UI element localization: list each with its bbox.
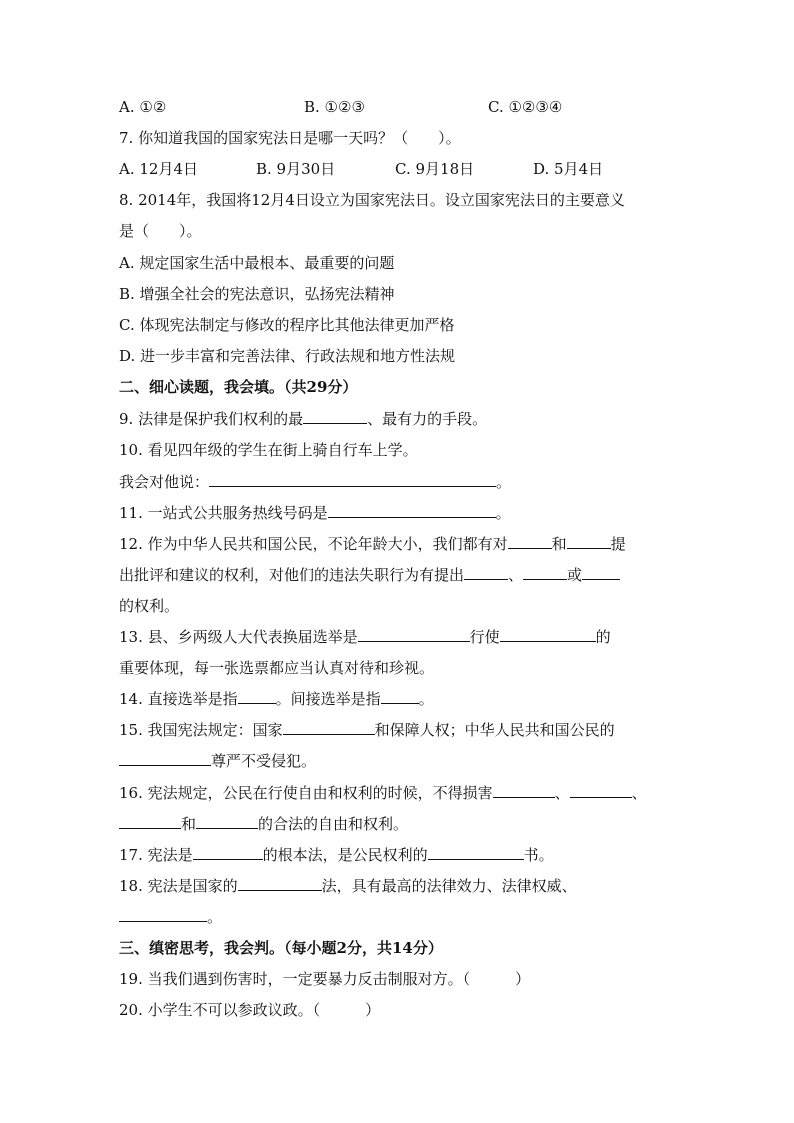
q16-text-a: 16. 宪法规定，公民在行使自由和权利的时候，不得损害 [119, 784, 493, 802]
q13-text-c: 的 [595, 628, 611, 646]
q15-text-c: 尊严不受侵犯。 [211, 752, 317, 770]
q11-blank[interactable] [328, 503, 496, 518]
q18-blank-2[interactable] [119, 907, 207, 922]
q6-option-a: A. ①② [119, 98, 167, 116]
q13-text-b: 行使 [469, 628, 500, 646]
q12-text-e: 、 [508, 566, 524, 584]
q18-blank-1[interactable] [238, 876, 322, 891]
q11-text-a: 11. 一站式公共服务热线号码是 [119, 504, 328, 522]
q17-blank-2[interactable] [428, 845, 524, 860]
q15-text-b: 和保障人权；中华人民共和国公民的 [374, 721, 615, 739]
q7-option-a: A. 12月4日 [119, 160, 198, 178]
q10-blank[interactable] [209, 472, 496, 487]
q16-blank-3[interactable] [119, 814, 181, 829]
q19: 19. 当我们遇到伤害时，一定要暴力反击制服对方。（ ） [119, 970, 531, 988]
q14-blank-1[interactable] [238, 689, 276, 704]
q17 [119, 845, 554, 865]
q16-text-d: 和 [181, 815, 197, 833]
q16-text-b: 、 [554, 784, 570, 802]
q13-blank-1[interactable] [358, 627, 470, 642]
q16-line1 [119, 783, 647, 803]
q7-option-b: B. 9月30日 [256, 160, 336, 178]
q18-text-c: 。 [207, 908, 223, 926]
q12-line1 [119, 534, 626, 554]
q6-option-c: C. ①②③④ [488, 98, 563, 116]
section-3-title: 三、缜密思考，我会判。（每小题2分，共14分） [119, 939, 443, 957]
q13-text-a: 13. 县、乡两级人大代表换届选举是 [119, 628, 358, 646]
q15-line1 [119, 720, 615, 740]
q9-blank[interactable] [303, 409, 367, 424]
q12-blank-5[interactable] [582, 565, 620, 580]
q18-text-b: 法，具有最高的法律效力、法律权威、 [321, 877, 577, 895]
q9 [119, 409, 487, 429]
q15-blank-1[interactable] [283, 720, 375, 735]
q14-text-c: 。 [418, 690, 434, 708]
q16-blank-2[interactable] [570, 783, 632, 798]
q7-stem: 7. 你知道我国的国家宪法日是哪一天吗？（ ）。 [119, 129, 461, 147]
q14-text-a: 14. 直接选举是指 [119, 690, 238, 708]
q17-text-c: 书。 [523, 846, 554, 864]
q6-option-b: B. ①②③ [304, 98, 365, 116]
q15-blank-2[interactable] [119, 751, 211, 766]
q12-text-b: 和 [551, 535, 567, 553]
q13-line2: 重要体现，每一张选票都应当认真对待和珍视。 [119, 659, 435, 677]
q12-text-d: 出批评和建议的权利，对他们的违法失职行为有提出 [119, 566, 465, 584]
q16-blank-1[interactable] [493, 783, 555, 798]
q16-text-e: 的合法的自由和权利。 [258, 815, 409, 833]
q10-line1: 10. 看见四年级的学生在街上骑自行车上学。 [119, 441, 418, 459]
q8-stem-line1: 8. 2014年，我国将12月4日设立为国家宪法日。设立国家宪法日的主要意义 [119, 191, 625, 209]
q16-line2 [119, 814, 408, 834]
q18-line1 [119, 876, 577, 896]
q14 [119, 689, 434, 709]
q13-line1 [119, 627, 611, 647]
q8-stem-line2: 是（ ）。 [119, 222, 202, 240]
q15-text-a: 15. 我国宪法规定：国家 [119, 721, 283, 739]
q11 [119, 503, 511, 523]
q16-blank-4[interactable] [196, 814, 258, 829]
q16-text-c: 、 [631, 784, 647, 802]
q12-line3: 的权利。 [119, 597, 180, 615]
section-2-title: 二、细心读题，我会填。（共29分） [119, 378, 358, 396]
q14-blank-2[interactable] [381, 689, 419, 704]
q15-line2 [119, 751, 316, 771]
q18-line2 [119, 907, 222, 927]
q12-blank-1[interactable] [508, 534, 552, 549]
q8-option-d: D. 进一步丰富和完善法律、行政法规和地方性法规 [119, 347, 456, 365]
q12-blank-3[interactable] [464, 565, 508, 580]
q12-blank-4[interactable] [523, 565, 567, 580]
q10-text-a: 我会对他说： [119, 473, 210, 491]
q7-option-d: D. 5月4日 [533, 160, 604, 178]
q10-text-b: 。 [496, 473, 512, 491]
q9-text-b: 、最有力的手段。 [367, 410, 488, 428]
q17-text-b: 的根本法，是公民权利的 [262, 846, 428, 864]
q9-text-a: 9. 法律是保护我们权利的最 [119, 410, 304, 428]
q12-text-f: 或 [567, 566, 583, 584]
q11-text-b: 。 [495, 504, 511, 522]
q18-text-a: 18. 宪法是国家的 [119, 877, 238, 895]
q17-blank-1[interactable] [193, 845, 263, 860]
q17-text-a: 17. 宪法是 [119, 846, 193, 864]
q7-option-c: C. 9月18日 [395, 160, 475, 178]
q12-text-a: 12. 作为中华人民共和国公民，不论年龄大小，我们都有对 [119, 535, 508, 553]
q12-text-c: 提 [610, 535, 626, 553]
q12-blank-2[interactable] [567, 534, 611, 549]
q13-blank-2[interactable] [500, 627, 596, 642]
q10-line2 [119, 472, 511, 492]
q20: 20. 小学生不可以参政议政。（ ） [119, 1001, 381, 1019]
q14-text-b: 。间接选举是指 [275, 690, 381, 708]
q8-option-c: C. 体现宪法制定与修改的程序比其他法律更加严格 [119, 316, 455, 334]
q12-line2 [119, 565, 620, 585]
q8-option-b: B. 增强全社会的宪法意识，弘扬宪法精神 [119, 285, 395, 303]
q8-option-a: A. 规定国家生活中最根本、最重要的问题 [119, 254, 395, 272]
